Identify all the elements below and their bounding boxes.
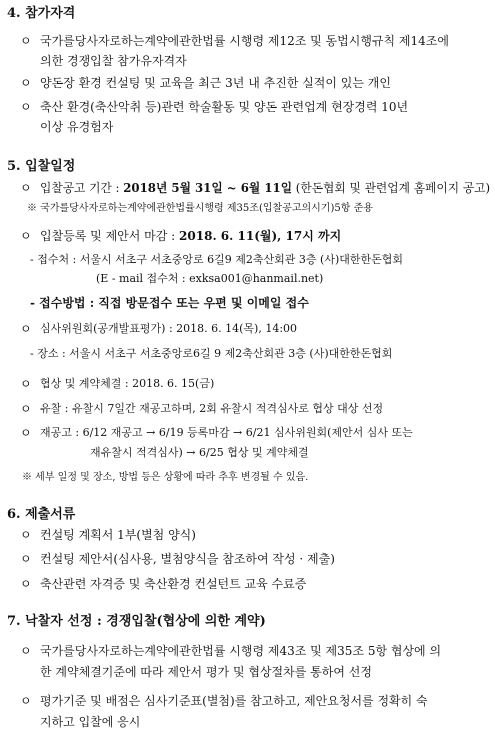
announcement-label: 입찰공고 기간 : — [40, 181, 124, 195]
bullet-icon: ㅇ — [20, 577, 32, 591]
announcement-period — [40, 180, 490, 196]
bullet-icon: ㅇ — [20, 229, 32, 243]
section-5-title: 5. 입찰일정 — [7, 159, 76, 174]
announcement-dates: 2018년 5월 31일 ~ 6월 11일 — [123, 181, 293, 195]
failed-bid: 유찰 : 유찰시 7일간 재공고하며, 2회 유찰시 적격심사로 협상 대상 선정 — [40, 402, 384, 415]
selection-item-2b: 지하고 입찰에 응시 — [40, 715, 141, 729]
announcement-where: (한돈협회 및 관련업계 홈페이지 공고) — [292, 181, 491, 195]
bullet-icon: ㅇ — [20, 426, 32, 440]
reception-email: (E - mail 접수처 : exksa001@hanmail.net) — [96, 272, 324, 285]
registration-deadline — [40, 228, 341, 244]
selection-item-2a: 평가기준 및 배점은 심사기준표(별첨)를 참고하고, 제안요청서를 정확히 숙 — [40, 694, 428, 708]
bullet-icon: ㅇ — [20, 644, 32, 658]
selection-item-1b: 한 계약체결기준에 따라 제안서 평가 및 협상절차를 통하여 선정 — [40, 665, 372, 679]
registration-label: 입찰등록 및 제안서 마감 : — [40, 229, 180, 243]
section-6-title: 6. 제출서류 — [7, 507, 76, 522]
eligibility-item-1a: 국가를당사자로하는계약에관한법률 시행령 제12조 및 동법시행규칙 제14조에 — [40, 34, 449, 48]
reception-method: - 접수방법 : 직접 방문접수 또는 우편 및 이메일 접수 — [30, 296, 309, 310]
bullet-icon: ㅇ — [20, 377, 32, 391]
bullet-icon: ㅇ — [20, 528, 32, 542]
re-announcement-a: 재공고 : 6/12 재공고 → 6/19 등록마감 → 6/21 심사위원회(제안서 심사 또는 — [40, 426, 413, 439]
bullet-icon: ㅇ — [20, 402, 32, 416]
negotiation-date: 협상 및 계약체결 : 2018. 6. 15(금) — [40, 377, 215, 390]
bullet-icon: ㅇ — [20, 552, 32, 566]
eligibility-item-3b: 이상 유경험자 — [40, 120, 114, 134]
re-announcement-b: 재유찰시 적격심사) → 6/25 협상 및 계약체결 — [90, 446, 309, 459]
eligibility-item-3a: 축산 환경(축산악취 등)관련 학술활동 및 양돈 관련업계 현장경력 10년 — [40, 100, 409, 114]
bullet-icon: ㅇ — [20, 100, 32, 114]
document-item-2: 컨설팅 제안서(심사용, 별첨양식을 참조하여 작성 · 제출) — [40, 552, 335, 566]
reception-place: - 접수처 : 서울시 서초구 서초중앙로 6길9 제2축산회관 3층 (사)대한한돈협회 — [30, 253, 403, 266]
note-enforcement: ※ 국가를당사자로하는계약에관한법률시행령 제35조(입찰공고의시기)5항 준용 — [27, 203, 373, 214]
review-place: - 장소 : 서울시 서초구 서초중앙로6길 9 제2축산회관 3층 (사)대한한돈협회 — [30, 347, 393, 360]
selection-item-1a: 국가를당사자로하는계약에관한법률 시행령 제43조 및 제35조 5항 협상에 의 — [40, 644, 442, 658]
review-committee: 심사위원회(공개발표평가) : 2018. 6. 14(목), 14:00 — [40, 322, 298, 335]
eligibility-item-1b: 의한 경쟁입찰 참가유자격자 — [40, 54, 187, 68]
bullet-icon: ㅇ — [20, 694, 32, 708]
bullet-icon: ㅇ — [20, 34, 32, 48]
section-4-title: 4. 참가자격 — [7, 6, 76, 21]
bullet-icon: ㅇ — [20, 76, 32, 90]
document-item-1: 컨설팅 계획서 1부(별첨 양식) — [40, 528, 196, 542]
section-7-title: 7. 낙찰자 선정 : 경쟁입찰(협상에 의한 계약) — [7, 614, 266, 629]
document-item-3: 축산관련 자격증 및 축산환경 컨설턴트 교육 수료증 — [40, 577, 307, 591]
registration-date: 2018. 6. 11(월), 17시 까지 — [179, 229, 342, 243]
eligibility-item-2: 양돈장 환경 컨설팅 및 교육을 최근 3년 내 추진한 실적이 있는 개인 — [40, 76, 391, 90]
bullet-icon: ㅇ — [20, 322, 32, 336]
bullet-icon: ㅇ — [20, 181, 32, 195]
note-schedule-change: ※ 세부 일정 및 장소, 방법 등은 상황에 따라 추후 변경될 수 있음. — [22, 472, 309, 483]
